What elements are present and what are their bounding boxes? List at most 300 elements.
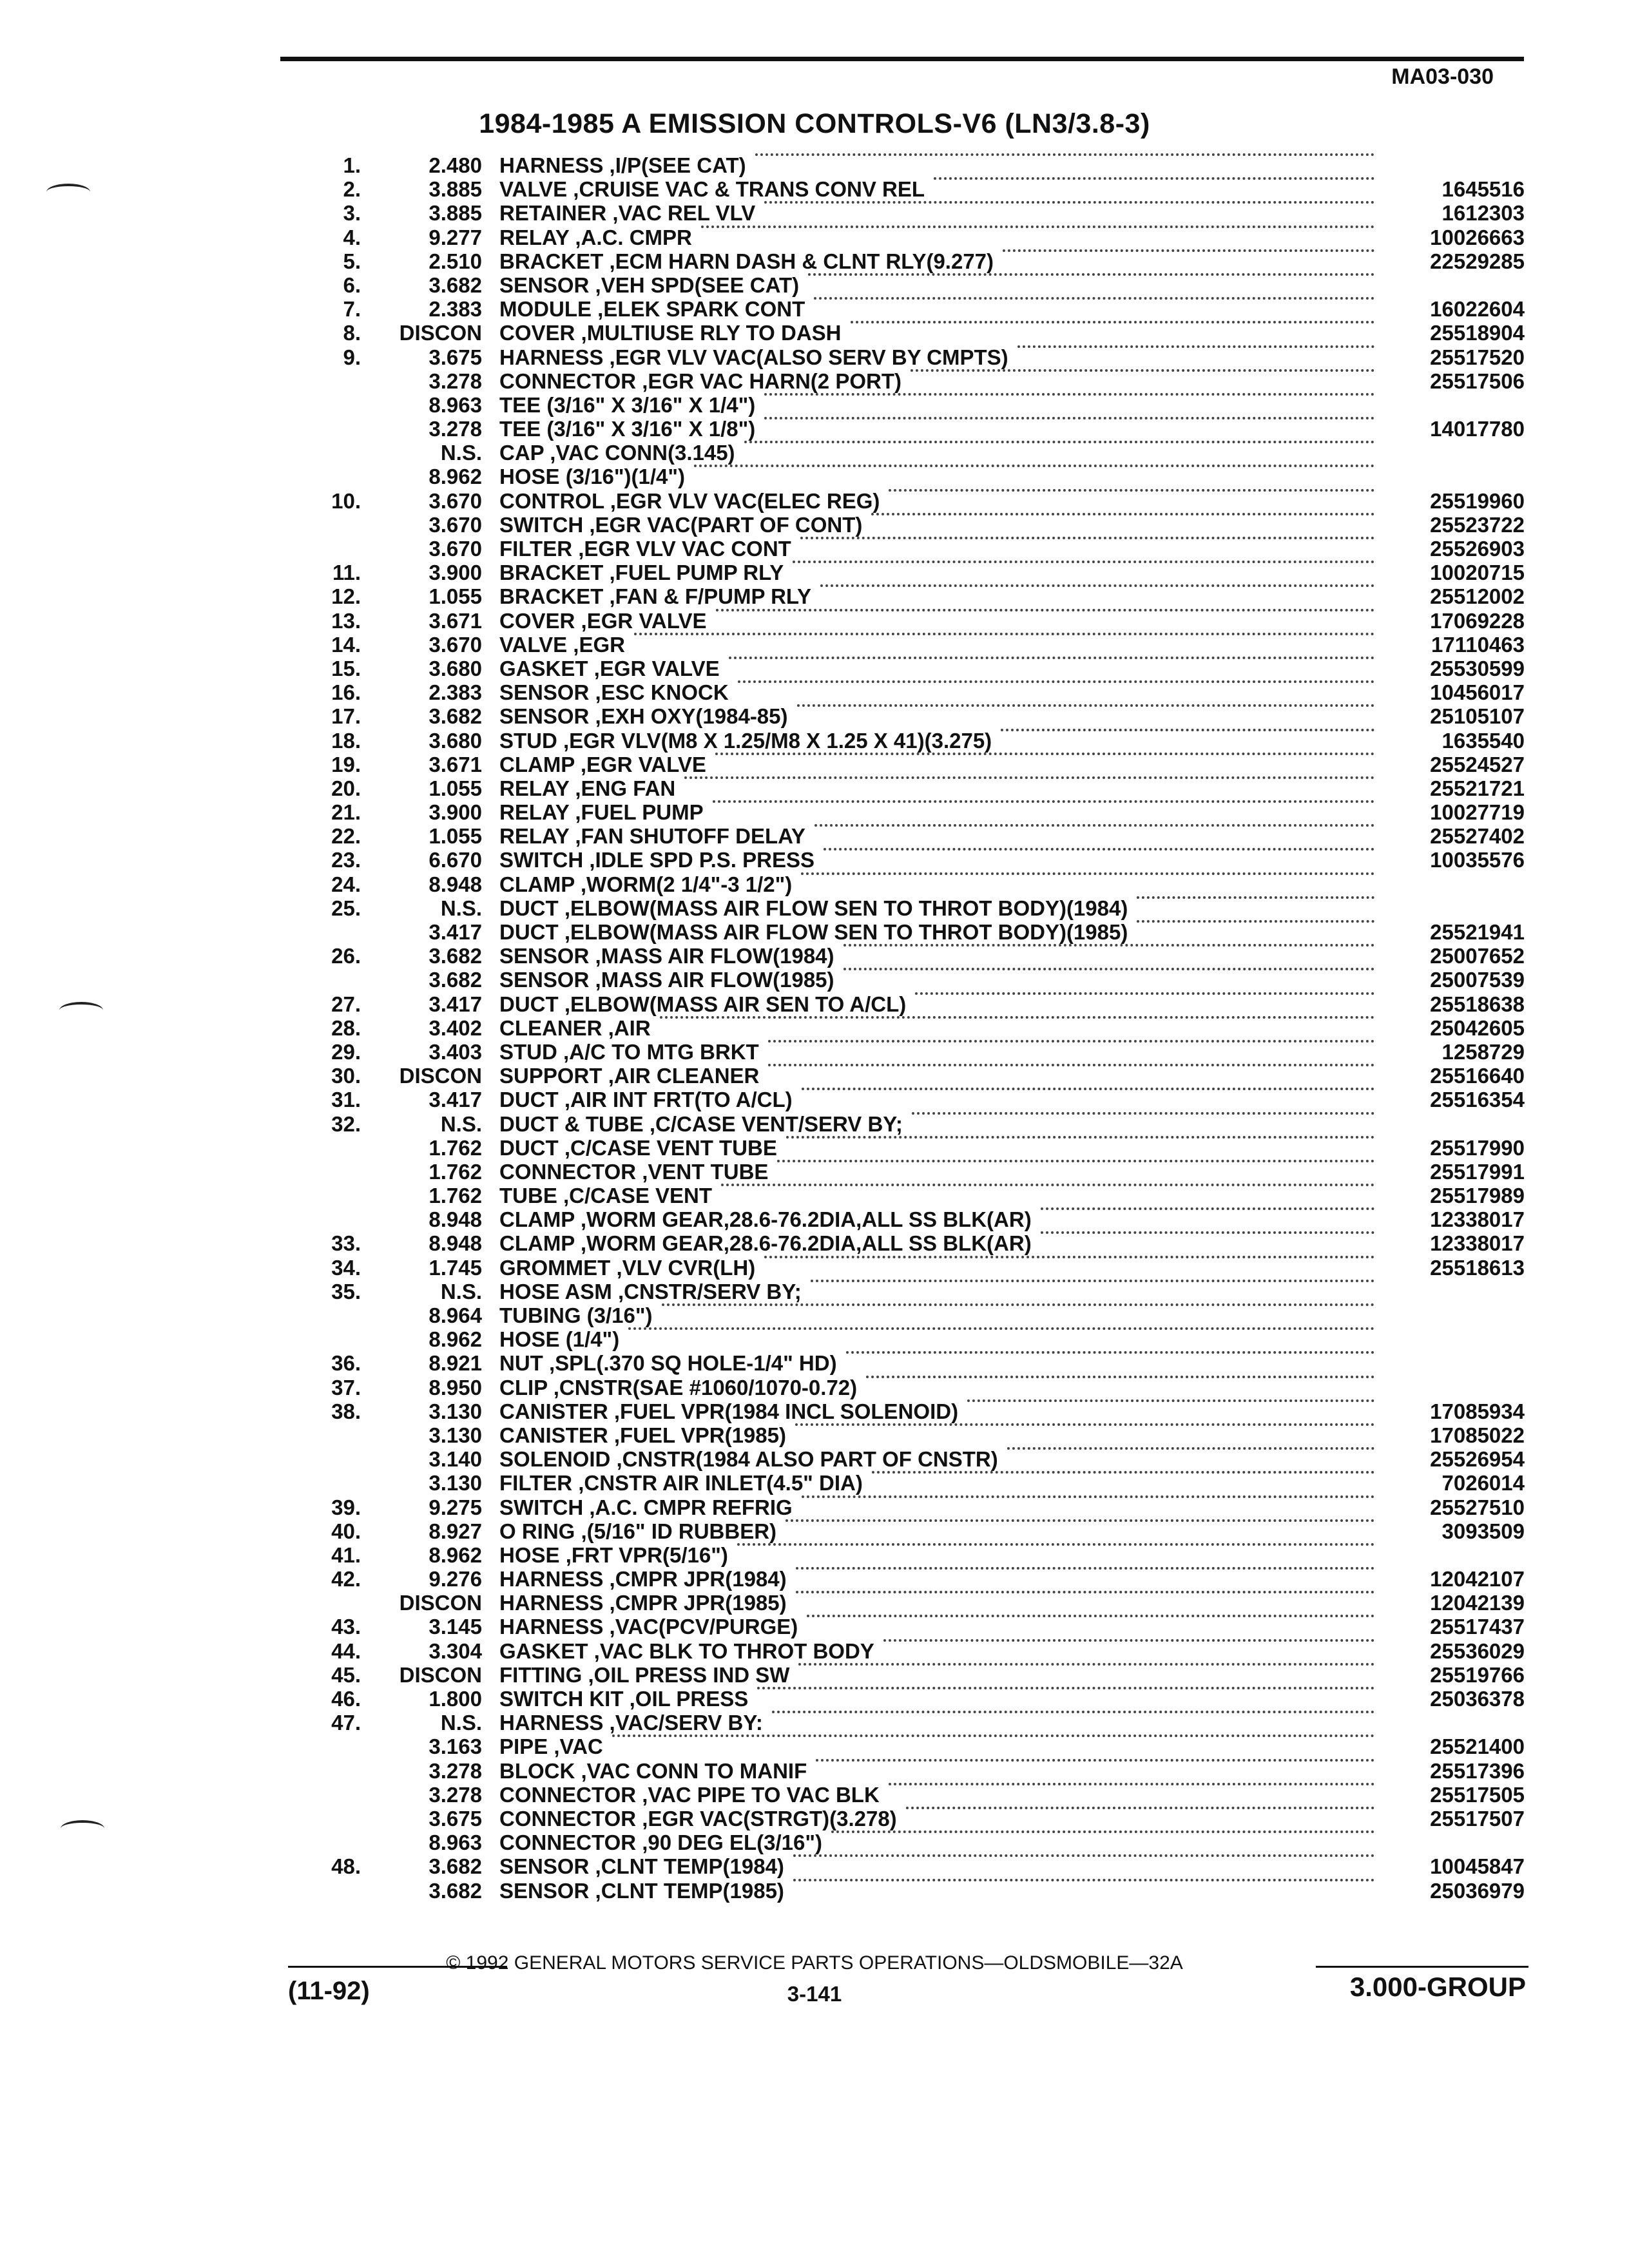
part-number: 25042605 [1430,1015,1525,1040]
parts-row [0,201,1629,225]
part-description: RELAY ,ENG FAN [499,776,676,800]
dot-leader [1137,896,1374,899]
parts-row [0,249,1629,273]
part-number: 25518613 [1430,1255,1525,1280]
part-number: 25519766 [1430,1662,1525,1687]
part-number: 25527510 [1430,1495,1525,1519]
group-number: 3.278 [429,1782,482,1807]
item-number: 25. [331,896,361,920]
part-description: COVER ,MULTIUSE RLY TO DASH [499,321,842,345]
group-number: 8.921 [429,1351,482,1376]
parts-row [0,944,1629,968]
item-number: 15. [331,656,361,680]
item-number: 21. [331,800,361,825]
dot-leader [1017,345,1374,348]
dot-leader [1041,1231,1374,1234]
dot-leader [915,992,1374,995]
part-number: 25519960 [1430,488,1525,513]
item-number: 26. [331,944,361,968]
part-description: CONNECTOR ,90 DEG EL(3/16") [499,1831,822,1855]
part-description: RELAY ,FAN SHUTOFF DELAY [499,824,805,849]
item-number: 8. [343,321,361,345]
item-number: 14. [331,632,361,657]
part-description: TEE (3/16" X 3/16" X 1/4") [499,392,756,417]
item-number: 6. [343,273,361,297]
parts-row [0,1231,1629,1255]
part-number: 25530599 [1430,656,1525,680]
part-description: CLAMP ,WORM(2 1/4"-3 1/2") [499,872,793,896]
group-number: 3.680 [429,728,482,753]
item-number: 38. [331,1399,361,1423]
part-number: 10027719 [1430,800,1525,825]
part-number: 25518638 [1430,992,1525,1016]
parts-row [0,1783,1629,1807]
group-number: 3.278 [429,369,482,393]
part-number: 25007652 [1430,944,1525,968]
part-description: BRACKET ,FUEL PUMP RLY [499,561,784,585]
part-description: HOSE (3/16")(1/4") [499,465,686,489]
dot-leader [934,177,1374,180]
part-description: MODULE ,ELEK SPARK CONT [499,297,805,322]
dot-leader [808,273,1374,276]
group-number: 2.383 [429,297,482,322]
parts-row [0,1112,1629,1136]
part-description: SENSOR ,MASS AIR FLOW(1984) [499,944,834,968]
group-number: 3.900 [429,800,482,825]
dot-leader [846,1351,1374,1354]
group-number: 1.745 [429,1255,482,1280]
item-number: 12. [331,584,361,609]
parts-row [0,968,1629,992]
part-description: VALVE ,EGR [499,632,625,657]
group-number: 3.885 [429,201,482,226]
part-description: HARNESS ,CMPR JPR(1984) [499,1567,787,1591]
part-number: 25524527 [1430,752,1525,776]
dot-leader [713,800,1374,803]
item-number: 22. [331,824,361,849]
part-number: 12338017 [1430,1231,1525,1256]
dot-leader [634,633,1374,635]
group-number: 1.055 [429,584,482,609]
part-description: VALVE ,CRUISE VAC & TRANS CONV REL [499,177,925,202]
part-description: HARNESS ,I/P(SEE CAT) [499,153,746,177]
parts-row [0,633,1629,657]
part-number: 17085934 [1430,1399,1525,1423]
dot-leader [824,848,1374,850]
group-number: 2.510 [429,249,482,273]
dot-leader [798,1663,1374,1666]
part-number: 25512002 [1430,584,1525,609]
dot-leader [795,1423,1374,1426]
parts-row [0,273,1629,297]
parts-row [0,1471,1629,1495]
part-number: 3093509 [1441,1519,1525,1543]
group-number: 8.948 [429,1231,482,1256]
group-number: 8.963 [429,1831,482,1855]
part-number: 25517990 [1430,1135,1525,1160]
item-number: 30. [331,1064,361,1088]
parts-row [0,800,1629,824]
parts-row [0,1735,1629,1758]
dot-leader [1007,1447,1374,1450]
group-number: DISCON [399,321,482,345]
parts-row [0,1184,1629,1207]
item-number: 46. [331,1687,361,1711]
parts-row [0,609,1629,633]
item-number: 11. [332,561,361,585]
part-description: TUBE ,C/CASE VENT [499,1184,713,1208]
parts-row [0,1160,1629,1184]
parts-row [0,1759,1629,1783]
dot-leader [816,1759,1374,1762]
item-number: 28. [331,1015,361,1040]
part-description: CLEANER ,AIR [499,1015,651,1040]
part-number: 10026663 [1430,225,1525,249]
dot-leader [1041,1207,1374,1210]
part-description: CANISTER ,FUEL VPR(1985) [499,1423,786,1447]
dot-leader [772,1711,1374,1713]
part-description: HARNESS ,VAC(PCV/PURGE) [499,1615,798,1639]
footer-copyright: © 1992 GENERAL MOTORS SERVICE PARTS OPERATIONS—OLDSMOBILE—32A [446,1952,1183,1974]
group-number: 3.140 [429,1447,482,1472]
group-number: 3.682 [429,944,482,968]
part-number: 25521400 [1430,1735,1525,1759]
parts-row [0,1567,1629,1591]
group-number: 3.403 [429,1039,482,1064]
parts-row [0,1376,1629,1399]
item-number: 24. [331,872,361,896]
part-description: HARNESS ,EGR VLV VAC(ALSO SERV BY CMPTS) [499,345,1008,369]
dot-leader [811,1280,1374,1282]
part-description: SWITCH ,IDLE SPD P.S. PRESS [499,848,815,872]
part-description: FILTER ,CNSTR AIR INLET(4.5" DIA) [499,1471,863,1495]
dot-leader [872,1471,1374,1474]
dot-leader [793,561,1374,563]
dot-leader [684,776,1374,779]
group-number: 9.277 [429,225,482,249]
part-number: 25007539 [1430,968,1525,992]
parts-row [0,1711,1629,1735]
group-number: 3.145 [429,1615,482,1639]
parts-row [0,920,1629,944]
item-number: 31. [331,1088,361,1112]
group-number: 9.276 [429,1567,482,1591]
group-number: 3.682 [429,1854,482,1879]
page-title: 1984-1985 A EMISSION CONTROLS-V6 (LN3/3.8-3) [479,108,1150,139]
part-description: SENSOR ,MASS AIR FLOW(1985) [499,968,834,992]
item-number: 27. [331,992,361,1016]
item-number: 17. [331,704,361,729]
dot-leader [755,153,1374,156]
group-number: DISCON [399,1591,482,1615]
item-number: 29. [331,1039,361,1064]
part-description: RETAINER ,VAC REL VLV [499,201,756,226]
item-number: 37. [331,1375,361,1399]
part-number: 25517506 [1430,369,1525,393]
dot-leader [807,1615,1374,1617]
group-number: 3.278 [429,1758,482,1783]
item-number: 44. [331,1639,361,1663]
part-number: 17085022 [1430,1423,1525,1447]
parts-row [0,417,1629,441]
part-number: 22529285 [1430,249,1525,273]
item-number: 9. [343,345,361,369]
item-number: 32. [331,1111,361,1136]
part-description: SOLENOID ,CNSTR(1984 ALSO PART OF CNSTR) [499,1447,998,1472]
parts-row [0,297,1629,321]
item-number: 19. [331,752,361,776]
dot-leader [906,1807,1374,1809]
parts-row [0,153,1629,177]
part-description: PIPE ,VAC [499,1735,603,1759]
part-description: O RING ,(5/16" ID RUBBER) [499,1519,777,1543]
group-number: 1.762 [429,1184,482,1208]
parts-row [0,489,1629,513]
parts-row [0,1207,1629,1231]
part-description: CLAMP ,EGR VALVE [499,752,706,776]
parts-row [0,824,1629,848]
parts-row [0,848,1629,872]
item-number: 2. [343,177,361,202]
group-number: 1.055 [429,776,482,800]
parts-row [0,226,1629,249]
dot-leader [612,1735,1374,1737]
part-description: SENSOR ,CLNT TEMP(1984) [499,1854,784,1879]
group-number: 3.675 [429,345,482,369]
footer-page-number: 3-141 [787,1982,842,2006]
part-number: 12042139 [1430,1591,1525,1615]
group-number: 3.417 [429,920,482,944]
dot-leader [802,1088,1374,1090]
parts-row [0,441,1629,465]
part-description: NUT ,SPL(.370 SQ HOLE-1/4" HD) [499,1351,837,1376]
part-number: 25526954 [1430,1447,1525,1472]
group-number: 3.671 [429,752,482,776]
part-number: 17110463 [1431,632,1525,657]
part-description: HOSE ,FRT VPR(5/16") [499,1542,728,1567]
part-description: CLAMP ,WORM GEAR,28.6-76.2DIA,ALL SS BLK(AR) [499,1231,1032,1256]
dot-leader [786,1519,1374,1522]
group-number: 3.675 [429,1806,482,1831]
part-description: FILTER ,EGR VLV VAC CONT [499,537,791,561]
dot-leader [797,704,1374,707]
part-description: SWITCH ,A.C. CMPR REFRIG [499,1495,793,1519]
group-number: 8.948 [429,872,482,896]
part-description: HOSE (1/4") [499,1327,620,1352]
dot-leader [912,1112,1374,1115]
dot-leader [831,1831,1374,1833]
group-number: 8.927 [429,1519,482,1543]
parts-row [0,1615,1629,1639]
parts-row [0,1040,1629,1064]
part-description: DUCT ,ELBOW(MASS AIR FLOW SEN TO THROT BODY)(1985) [499,920,1128,944]
parts-row [0,561,1629,584]
dot-leader [738,680,1374,683]
item-number: 18. [331,728,361,753]
dot-leader [1001,729,1374,731]
dot-leader [744,441,1374,443]
dot-leader [843,968,1374,970]
parts-row [0,1399,1629,1423]
parts-row [0,1687,1629,1711]
item-number: 16. [331,680,361,705]
parts-row [0,1807,1629,1831]
part-number: 25521941 [1430,920,1525,944]
group-number: 3.130 [429,1399,482,1423]
dot-leader [851,321,1374,323]
dot-leader [729,657,1374,659]
item-number: 1. [343,153,361,177]
footer-group: 3.000-GROUP [1349,1972,1526,2002]
group-number: 3.885 [429,177,482,202]
part-description: CONNECTOR ,EGR VAC HARN(2 PORT) [499,369,901,393]
group-number: 3.682 [429,968,482,992]
part-description: CONTROL ,EGR VLV VAC(ELEC REG) [499,488,880,513]
part-number: 25521721 [1430,776,1525,800]
item-number: 5. [343,249,361,273]
dot-leader [764,201,1374,204]
part-number: 14017780 [1430,417,1525,441]
group-number: 8.964 [429,1303,482,1327]
item-number: 7. [343,297,361,322]
dot-leader [814,297,1374,300]
part-description: STUD ,A/C TO MTG BRKT [499,1039,759,1064]
group-number: DISCON [399,1662,482,1687]
group-number: N.S. [440,441,482,465]
part-number: 25036979 [1430,1878,1525,1903]
part-description: CONNECTOR ,VENT TUBE [499,1159,769,1184]
part-description: CANISTER ,FUEL VPR(1984 INCL SOLENOID) [499,1399,959,1423]
parts-row [0,369,1629,393]
item-number: 33. [331,1231,361,1256]
group-number: 3.671 [429,608,482,633]
group-number: 2.383 [429,680,482,705]
parts-row [0,537,1629,561]
dot-leader [815,824,1374,827]
parts-row [0,1831,1629,1854]
parts-row [0,1423,1629,1447]
item-number: 20. [331,776,361,800]
part-number: 25516354 [1430,1088,1525,1112]
dot-leader [764,417,1374,419]
group-number: 3.682 [429,704,482,729]
part-number: 25517989 [1430,1184,1525,1208]
dot-leader [764,1256,1374,1258]
part-number: 25523722 [1430,512,1525,537]
parts-row [0,992,1629,1016]
dot-leader [768,1040,1374,1043]
parts-row [0,1303,1629,1327]
item-number: 36. [331,1351,361,1376]
part-number: 1258729 [1441,1039,1525,1064]
group-number: 8.962 [429,1327,482,1352]
part-description: BRACKET ,ECM HARN DASH & CLNT RLY(9.277) [499,249,994,273]
part-description: FITTING ,OIL PRESS IND SW [499,1662,790,1687]
dot-leader [777,1160,1374,1162]
part-description: SENSOR ,EXH OXY(1984-85) [499,704,788,729]
group-number: N.S. [440,1111,482,1136]
parts-row [0,1543,1629,1567]
group-number: 1.800 [429,1687,482,1711]
dot-leader [701,226,1374,228]
document-code: MA03-030 [1391,64,1494,89]
group-number: 8.948 [429,1207,482,1232]
part-description: HARNESS ,VAC/SERV BY: [499,1711,763,1735]
group-number: 3.900 [429,561,482,585]
parts-row [0,513,1629,537]
group-number: 3.417 [429,992,482,1016]
part-number: 25516640 [1430,1064,1525,1088]
part-number: 16022604 [1430,297,1525,322]
dot-leader [757,1687,1374,1689]
group-number: 8.962 [429,465,482,489]
group-number: 1.762 [429,1159,482,1184]
part-description: BRACKET ,FAN & F/PUMP RLY [499,584,812,609]
part-description: BLOCK ,VAC CONN TO MANIF [499,1758,807,1783]
parts-list [0,153,1629,1903]
part-description: SUPPORT ,AIR CLEANER [499,1064,760,1088]
group-number: DISCON [399,1064,482,1088]
dot-leader [694,465,1374,467]
dot-leader [716,609,1374,611]
part-description: GASKET ,VAC BLK TO THROT BODY [499,1639,874,1663]
group-number: 3.304 [429,1639,482,1663]
group-number: N.S. [440,896,482,920]
group-number: 8.962 [429,1542,482,1567]
parts-row [0,1639,1629,1663]
parts-row [0,393,1629,417]
parts-row [0,1519,1629,1543]
item-number: 23. [331,848,361,872]
group-number: 9.275 [429,1495,482,1519]
part-number: 25517991 [1430,1159,1525,1184]
parts-row [0,753,1629,776]
group-number: 6.670 [429,848,482,872]
parts-row [0,1327,1629,1351]
part-description: SENSOR ,ESC KNOCK [499,680,729,705]
part-number: 25518904 [1430,321,1525,345]
dot-leader [801,872,1374,875]
dot-leader [768,1064,1374,1066]
dot-leader [1003,249,1374,252]
group-number: 1.762 [429,1135,482,1160]
group-number: 3.682 [429,273,482,297]
group-number: 3.670 [429,512,482,537]
part-number: 1635540 [1441,728,1525,753]
dot-leader [662,1303,1374,1306]
group-number: 2.480 [429,153,482,177]
part-description: GASKET ,EGR VALVE [499,656,720,680]
dot-leader [911,369,1374,372]
dot-leader [793,1854,1374,1857]
parts-row [0,1495,1629,1519]
part-number: 10456017 [1430,680,1525,705]
parts-row [0,776,1629,800]
parts-row [0,680,1629,704]
parts-row [0,1064,1629,1088]
part-description: CONNECTOR ,VAC PIPE TO VAC BLK [499,1782,880,1807]
group-number: 3.130 [429,1471,482,1495]
part-description: TUBING (3/16") [499,1303,653,1327]
group-number: 3.670 [429,488,482,513]
group-number: 3.682 [429,1878,482,1903]
item-number: 48. [331,1854,361,1879]
part-description: RELAY ,A.C. CMPR [499,225,692,249]
part-description: HARNESS ,CMPR JPR(1985) [499,1591,787,1615]
group-number: 3.670 [429,632,482,657]
part-number: 25527402 [1430,824,1525,849]
dot-leader [843,944,1374,947]
